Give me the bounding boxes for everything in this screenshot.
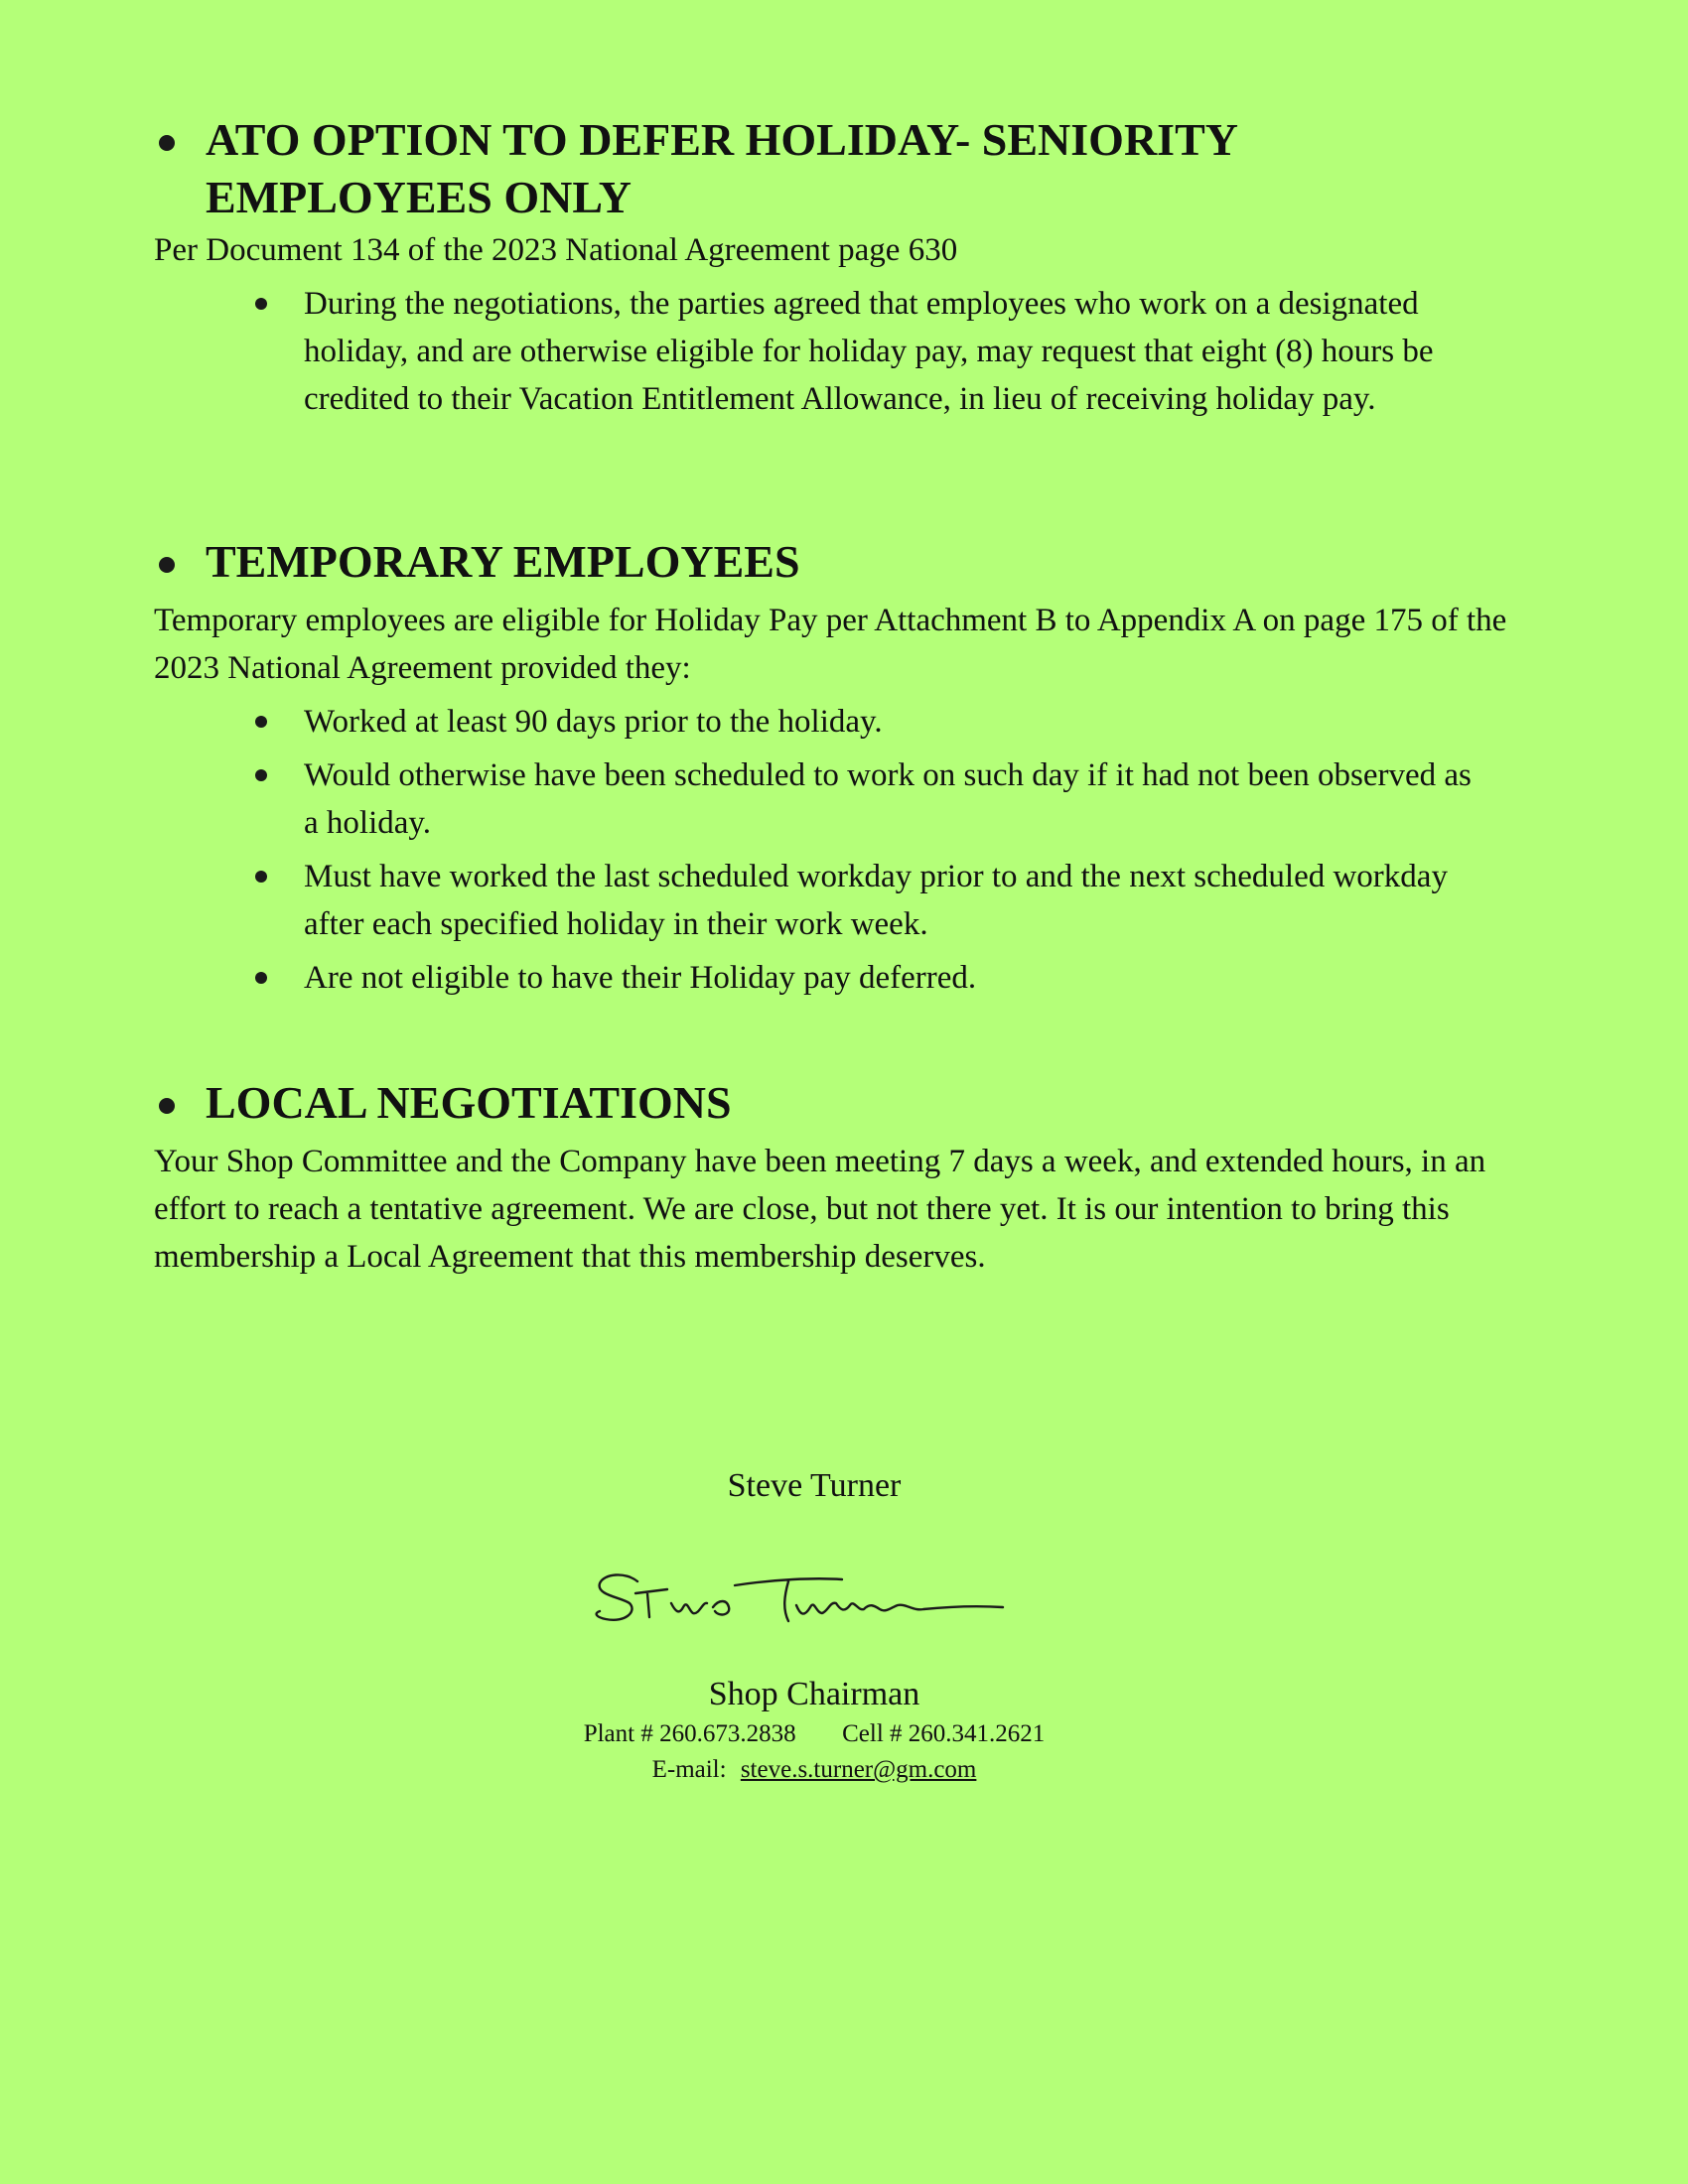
plant-phone-label: Plant # [583,1720,653,1747]
heading-line-1: ATO OPTION TO DEFER HOLIDAY- SENIORITY [206,114,1238,165]
list-item [154,954,1544,1002]
email-address: steve.s.turner@gm.com [740,1756,977,1783]
list-item [154,751,1544,847]
section-local-negotiations [154,1074,1544,1281]
list-item-text: Are not eligible to have their Holiday pay deferred. [304,960,977,996]
plant-phone: 260.673.2838 [659,1720,796,1747]
section-heading [154,1074,1544,1132]
bullet-icon [255,972,267,984]
signature-block [536,1464,1092,1788]
section-temporary-employees [154,533,1544,1008]
signer-name: Steve Turner [727,1467,902,1504]
heading-line-2: EMPLOYEES ONLY [206,172,633,222]
cell-phone: 260.341.2621 [908,1720,1046,1747]
bullet-icon [255,871,267,883]
list-item-text: Must have worked the last scheduled workday prior to and the next scheduled workday after each specified holiday in their work week. [304,859,1448,942]
bullet-icon [159,135,175,151]
email-line [536,1752,1092,1788]
bullet-icon [159,1098,175,1114]
section-intro: Per Document 134 of the 2023 National Agreement page 630 [154,232,958,268]
section-list [154,698,1544,1002]
bullet-icon [255,769,267,781]
section-intro: Temporary employees are eligible for Holiday Pay per Attachment B to Appendix A on page 175 of the 2023 National Agreement provided they: [154,603,1507,686]
cell-phone-label: Cell # [842,1720,903,1747]
list-item-text: Worked at least 90 days prior to the holiday. [304,704,883,740]
bullet-icon [159,557,175,573]
phone-numbers [536,1716,1092,1752]
section-ato-option [154,111,1544,429]
list-item [154,698,1544,746]
section-heading [154,533,1544,591]
section-heading [154,111,1544,226]
list-item [154,853,1544,948]
email-label: E-mail: [651,1756,727,1783]
handwritten-signature-image [586,1554,1043,1643]
list-item [154,280,1544,423]
heading-line-1: LOCAL NEGOTIATIONS [206,1077,732,1128]
section-intro: Your Shop Committee and the Company have been meeting 7 days a week, and extended hours, in an effort to reach a tentative agreement. We are close, but not there yet. It is our intention to bring this membership a Local Agreement that this membership deserves. [154,1144,1486,1275]
section-list [154,280,1544,423]
bullet-icon [255,298,267,310]
heading-line-1: TEMPORARY EMPLOYEES [206,536,800,587]
signer-title: Shop Chairman [708,1676,920,1712]
list-item-text: Would otherwise have been scheduled to work on such day if it had not been observed as a holiday. [304,757,1472,841]
bullet-icon [255,716,267,728]
list-item-text: During the negotiations, the parties agreed that employees who work on a designated holiday, and are otherwise eligible for holiday pay, may request that eight (8) hours be credited to their Vacation Entitlement Allowance, in lieu of receiving holiday pay. [304,286,1434,417]
